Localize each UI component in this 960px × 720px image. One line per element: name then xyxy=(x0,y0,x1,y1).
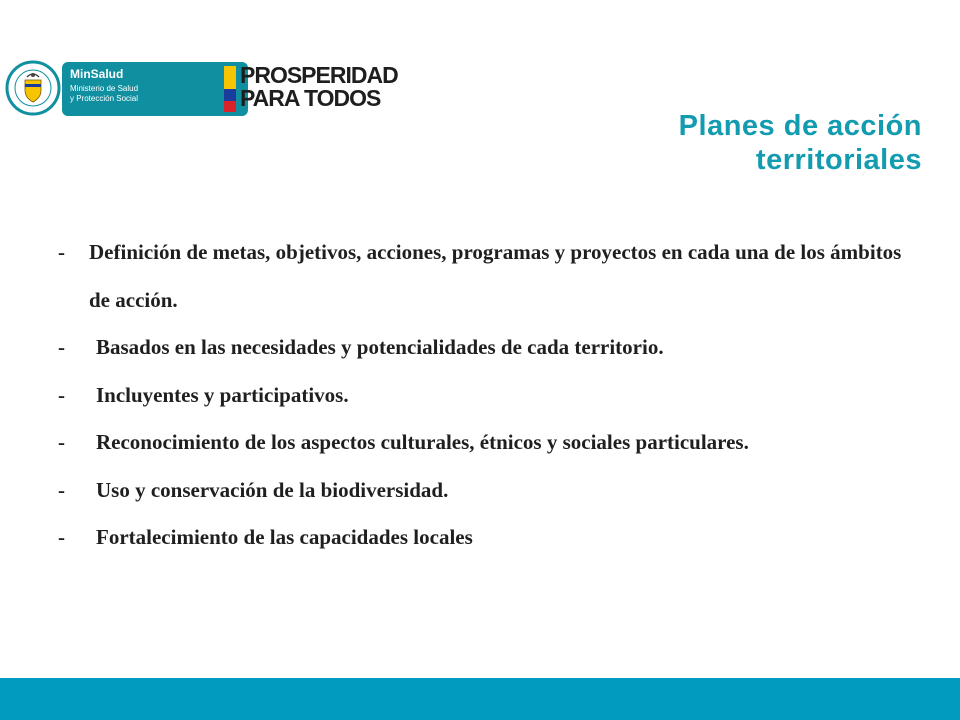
bullet-item xyxy=(58,514,918,562)
colombia-seal-logo xyxy=(5,60,61,116)
bullet-dash: - xyxy=(58,382,65,407)
bullet-text: Reconocimiento de los aspectos culturales, étnicos y sociales particulares. xyxy=(96,430,749,454)
bullet-dash: - xyxy=(58,240,65,264)
title-line1: Planes de acción xyxy=(678,110,922,142)
footer-bar xyxy=(0,678,960,720)
title-line2: territoriales xyxy=(755,144,922,176)
bullet-text: Uso y conservación de la biodiversidad. xyxy=(96,477,449,502)
ministry-name: MinSalud xyxy=(70,67,124,81)
ministry-subtitle xyxy=(70,84,160,104)
slogan-line2: PARA TODOS xyxy=(240,85,381,111)
bullet-dash: - xyxy=(58,430,65,454)
minsalud-logo xyxy=(62,62,248,116)
bullet-item xyxy=(58,419,918,467)
bullet-text: Basados en las necesidades y potencialidades de cada territorio. xyxy=(96,335,664,359)
bullet-dash: - xyxy=(58,525,65,549)
bullet-item xyxy=(58,229,918,324)
ministry-subtitle-line2: y Protección Social xyxy=(70,94,139,103)
bullet-text: Incluyentes y participativos. xyxy=(96,382,349,407)
slide-title xyxy=(679,109,922,177)
slogan-line1: PROSPERIDAD xyxy=(240,62,398,88)
bullet-item xyxy=(58,467,918,515)
bullet-dash: - xyxy=(58,335,65,359)
bullet-dash: - xyxy=(58,477,65,502)
bullet-text: Fortalecimiento de las capacidades locales xyxy=(96,525,473,549)
slogan-text xyxy=(240,64,398,112)
ministry-subtitle-line1: Ministerio de Salud xyxy=(70,84,139,93)
colombia-flag-icon xyxy=(224,66,236,112)
prosperidad-logo xyxy=(224,64,398,112)
bullet-item xyxy=(58,324,918,372)
bullet-item xyxy=(58,372,918,420)
bullet-text: Definición de metas, objetivos, acciones, programas y proyectos en cada una de los ámbitos de acción. xyxy=(89,240,902,312)
bullet-list xyxy=(58,229,918,562)
